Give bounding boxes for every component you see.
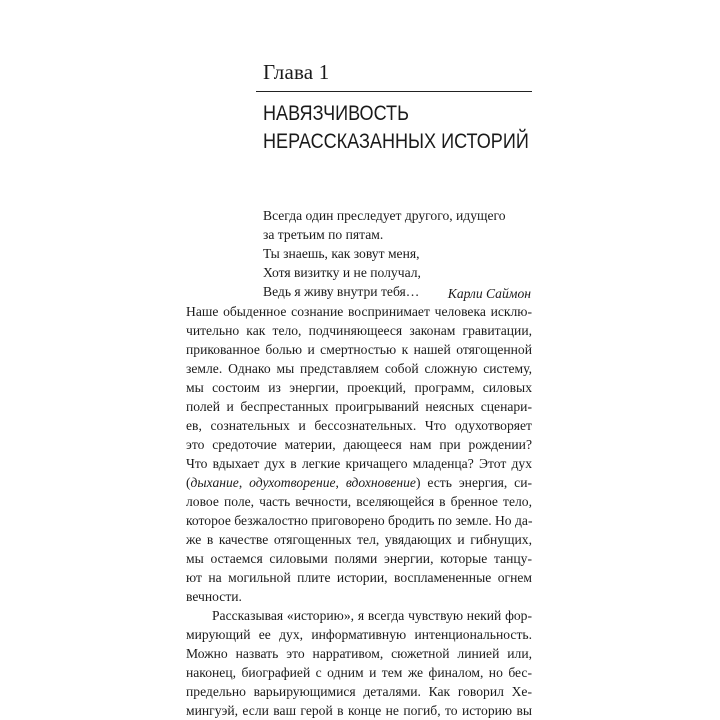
body-line: ловое поле, часть вечности, вселяющейся в бренное тело,: [186, 494, 532, 509]
chapter-title: [263, 100, 529, 156]
body-line: мы состоим из энергии, проекций, программ, силовых: [186, 380, 532, 395]
body-line: мингуэй, если ваш герой в конце не погиб, то историю вы: [186, 703, 532, 718]
body-line: предельно варьирующимися деталями. Как говорил Хе-: [186, 684, 532, 699]
body-line: мирующий ее дух, информативную интенциональность.: [186, 627, 532, 642]
body-line: Наше обыденное сознание воспринимает человека исклю-: [186, 304, 532, 319]
body-line: чительно как тело, подчиняющееся законам гравитации,: [186, 323, 532, 338]
body-text: [186, 302, 532, 720]
body-line: Можно назвать это нарративом, сюжетной линией или,: [186, 646, 532, 661]
body-line: ют на могильной плите истории, воспламененные огнем: [186, 570, 532, 585]
chapter-title-line-2: НЕРАССКАЗАННЫХ ИСТОРИЙ: [263, 130, 529, 153]
body-line: полей и беспрестанных проигрываний неясных сценари-: [186, 399, 532, 414]
chapter-label: Глава 1: [263, 60, 330, 84]
body-line: земле. Однако мы представляем собой сложную систему,: [186, 361, 532, 376]
epigraph-line: за третьим по пятам.: [263, 227, 384, 242]
chapter-divider: [256, 91, 532, 92]
body-line: Рассказывая «историю», я всегда чувствую некий фор-: [212, 608, 532, 623]
body-line: это средоточие материи, дающееся нам при рождении?: [186, 437, 532, 452]
body-line: Что вдыхает дух в легкие кричащего младенца? Этот дух: [186, 456, 532, 471]
body-line: мы остаемся силовыми полями энергии, которые танцу-: [186, 551, 532, 566]
chapter-title-line-1: НАВЯЗЧИВОСТЬ: [263, 102, 409, 125]
epigraph-line: Хотя визитку и не получал,: [263, 265, 421, 280]
epigraph-author: Карли Саймон: [447, 286, 531, 301]
body-line: же в качестве отягощенных тел, увядающих и гибнущих,: [186, 532, 532, 547]
epigraph-line: Ты знаешь, как зовут меня,: [263, 246, 420, 261]
body-line: которое безжалостно приговорено бродить по земле. Но да-: [186, 513, 533, 528]
body-line: вечности.: [186, 589, 242, 604]
body-line: прикованное болью и смертностью к нашей отягощенной: [186, 342, 532, 357]
body-line: ев, сознательных и бессознательных. Что одухотворяет: [186, 418, 532, 433]
body-line: наконец, биографией с одним и тем же финалом, но бес-: [186, 665, 532, 680]
epigraph-line: Всегда один преследует другого, идущего: [263, 208, 506, 223]
epigraph-line: Ведь я живу внутри тебя…: [263, 284, 420, 299]
body-line: (дыхание, одухотворение, вдохновение) есть энергия, си-: [186, 475, 533, 490]
